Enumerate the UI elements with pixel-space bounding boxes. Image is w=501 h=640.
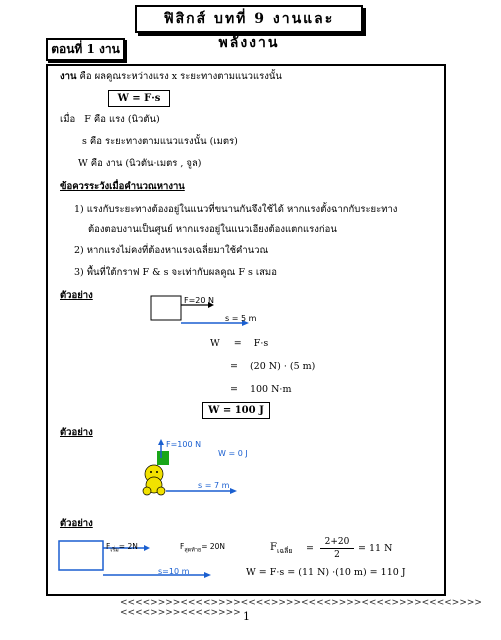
example1-force-label: F=20 N: [184, 296, 215, 305]
example3-force-arrowhead: [144, 545, 150, 551]
example1-block: [151, 296, 181, 320]
example2-force-arrowhead: [158, 439, 164, 445]
definition-line: [60, 71, 282, 83]
example3-heading: ตัวอย่าง: [60, 518, 93, 529]
caution-item-3: 3) พื้นที่ใต้กราฟ F & s จะเท่ากับผลคูณ F s เสมอ: [74, 267, 277, 278]
var-distance: s คือ ระยะทางตามแนวแรงนั้น (เมตร): [82, 136, 238, 147]
where-line: [60, 114, 160, 126]
example3-work-line: W = F·s = (11 N) ·(10 m) = 110 J: [246, 567, 406, 578]
example3-distance-label: s=10 m: [158, 567, 190, 576]
example3-favg-equals: =: [306, 543, 314, 554]
example1-step-2: = (20 N) · (5 m): [230, 361, 316, 372]
example3-f-end-label: $F_{สุดท้าย}= 20N$: [180, 542, 226, 554]
document-title: ฟิสิกส์ บทที่ 9 งานและพลังงาน: [135, 5, 363, 33]
example3-favg-denominator: 2: [334, 550, 340, 560]
example2-distance-label: s = 7 m: [198, 481, 230, 490]
caution-item-2: 2) หากแรงไม่คงที่ต้องหาแรงเฉลี่ยมาใช้คำนวณ: [74, 245, 269, 256]
example1-answer-box: W = 100 J: [202, 402, 270, 419]
example3-f-start-label: $F_{เริ่ม}= 2N$: [106, 542, 138, 554]
example3-favg-result: = 11 N: [358, 543, 393, 554]
example2-distance-arrowhead: [230, 488, 237, 494]
example2-heading: ตัวอย่าง: [60, 427, 93, 438]
definition-text: คือ ผลคูณระหว่างแรง x ระยะทางตามแนวแรงนั้น: [79, 71, 282, 82]
var-work: W คือ งาน (นิวตัน·เมตร , จูล): [78, 158, 202, 169]
example1-heading: ตัวอย่าง: [60, 290, 93, 301]
example2-force-label: F=100 N: [166, 440, 202, 449]
caution-item-1-cont: ต้องตอบงานเป็นศูนย์ หากแรงอยู่ในแนวเอียงต้องแตกแรงก่อน: [88, 224, 337, 235]
where-label: เมื่อ: [60, 114, 76, 125]
example1-step-1: W = F·s: [210, 338, 269, 349]
cautions-heading: ข้อควรระวังเมื่อคำนวณหางาน: [60, 181, 185, 192]
example3-favg-numerator: 2+20: [320, 536, 354, 549]
var-force: F คือ แรง (นิวตัน): [84, 114, 160, 125]
example2-block: [157, 451, 169, 465]
example3-block: [59, 541, 103, 570]
caution-item-1: 1) แรงกับระยะทางต้องอยู่ในแนวที่ขนานกันจึงใช้ได้ หากแรงตั้งฉากกับระยะทาง: [74, 204, 398, 215]
footer-decoration: <<<<>>>><<<<>>>><<<<>>>><<<<>>>><<<<>>>><<<<>>>><<<<>>>><<<<>>>>: [120, 598, 482, 618]
example3-distance-arrowhead: [204, 572, 211, 578]
work-formula-box: W = F·s: [108, 90, 170, 107]
example1-step-3: = 100 N·m: [230, 384, 292, 395]
example2-work-label: W = 0 J: [218, 449, 248, 458]
definition-term: งาน: [60, 71, 77, 82]
example2-cartoon-figure: [143, 465, 165, 495]
page-number: 1: [243, 610, 250, 623]
example1-distance-label: s = 5 m: [225, 314, 257, 323]
example3-favg-label: $F_{เฉลี่ย}$: [270, 542, 293, 555]
section-heading: ตอนที่ 1 งาน: [46, 38, 125, 61]
